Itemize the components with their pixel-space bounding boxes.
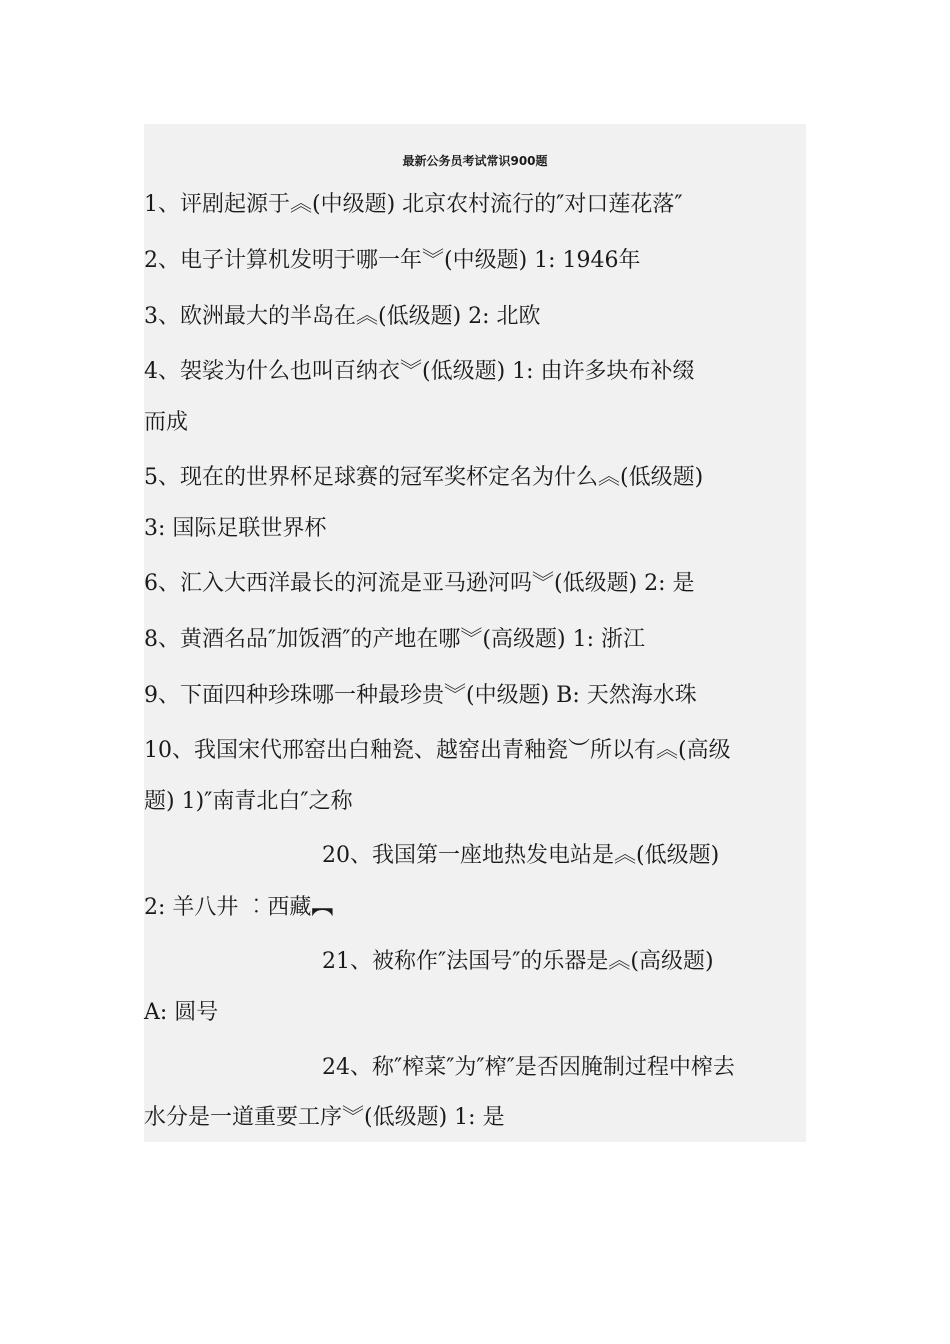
text-line: 而成 (144, 410, 189, 435)
text-line: 6、汇入大西洋最长的河流是亚马逊河吗︾(低级题) 2: 是 (144, 571, 695, 596)
text-line: 3: 国际足联世界杯 (144, 516, 327, 541)
text-line: 1、评剧起源于︽(中级题) 北京农村流行的″对口莲花落″ (144, 192, 683, 217)
text-line: 2: 羊八井 ︰西藏︻ (144, 895, 334, 920)
text-line: 题) 1)″南青北白″之称 (144, 789, 353, 814)
text-line: 水分是一道重要工序︾(低级题) 1: 是 (144, 1105, 505, 1130)
text-line: 2、电子计算机发明于哪一年︾(中级题) 1: 1946年 (144, 248, 641, 273)
text-line: 21、被称作″法国号″的乐器是︽(高级题) (322, 949, 714, 974)
text-line: 10、我国宋代邢窑出白釉瓷、越窑出青釉瓷︶所以有︽(高级 (144, 738, 731, 763)
text-line: 20、我国第一座地热发电站是︽(低级题) (322, 843, 720, 868)
text-line: 4、袈裟为什么也叫百纳衣︾(低级题) 1: 由许多块布补缀 (144, 359, 695, 384)
text-line: 5、现在的世界杯足球赛的冠军奖杯定名为什么︽(低级题) (144, 465, 704, 490)
text-line: 3、欧洲最大的半岛在︽(低级题) 2: 北欧 (144, 304, 541, 329)
document-title: 最新公务员考试常识900题 (402, 154, 548, 168)
text-line: 9、下面四种珍珠哪一种最珍贵︾(中级题) B: 天然海水珠 (144, 683, 697, 708)
text-line: 24、称″榨菜″为″榨″是否因腌制过程中榨去 (322, 1055, 735, 1080)
text-line: A: 圆号 (144, 1000, 219, 1025)
text-line: 8、黄酒名品″加饭酒″的产地在哪︾(高级题) 1: 浙江 (144, 627, 645, 652)
